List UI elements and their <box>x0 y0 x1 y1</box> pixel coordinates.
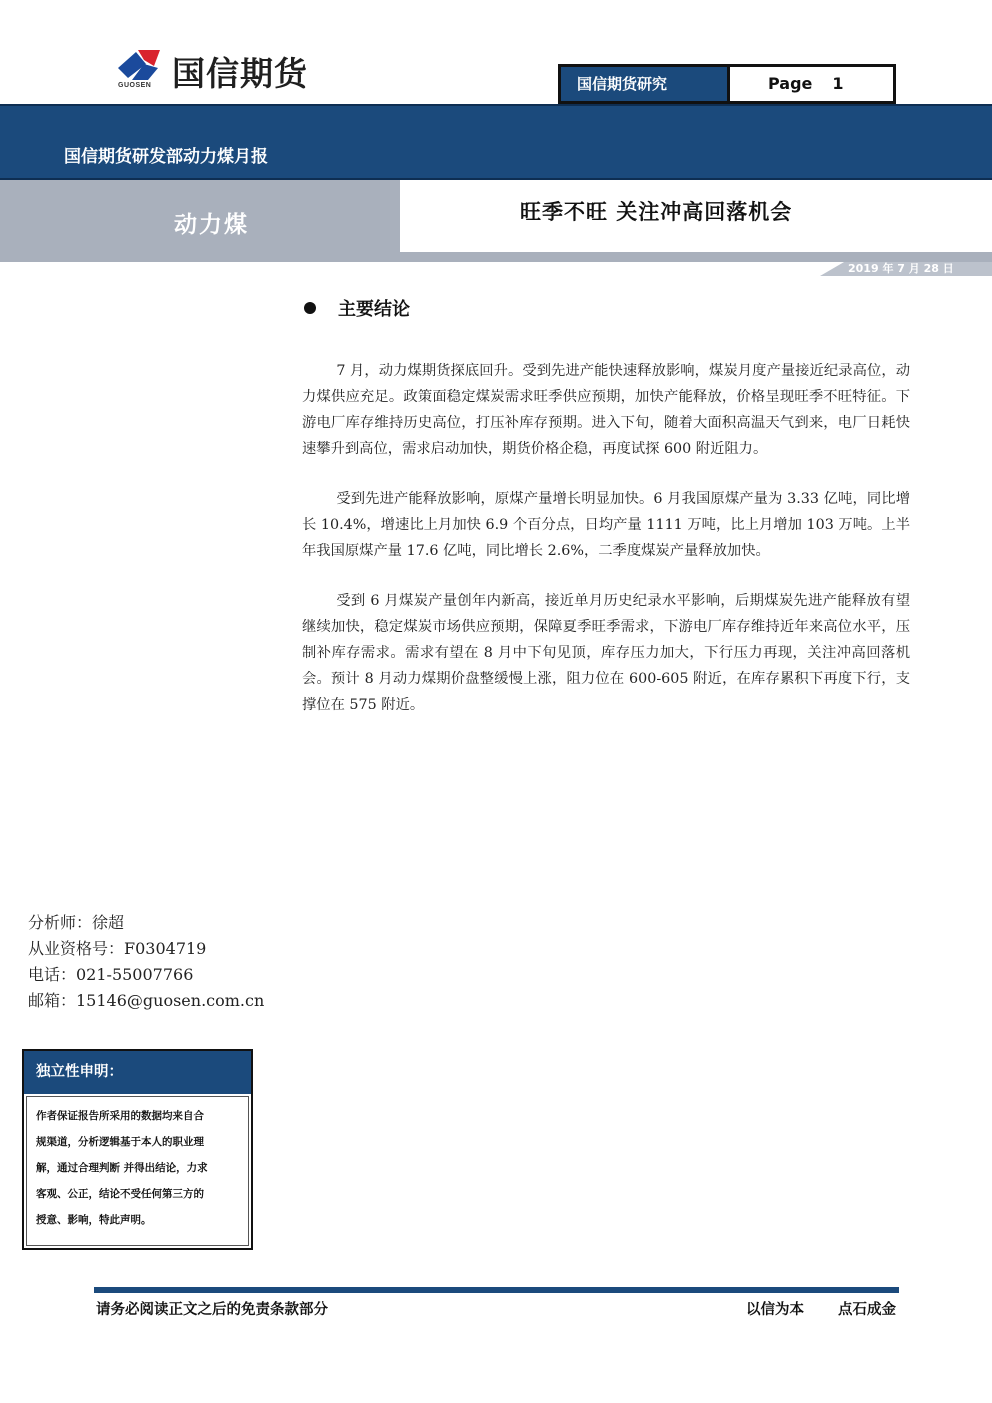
page-label: Page <box>768 74 813 93</box>
footer-slogan <box>746 1298 896 1319</box>
analyst-phone: 电话：021-55007766 <box>28 965 194 984</box>
independence-statement-box <box>22 1049 253 1250</box>
slogan-2: 点石成金 <box>838 1302 896 1318</box>
research-label: 国信期货研究 <box>561 67 727 101</box>
category-band <box>0 180 400 262</box>
page-indicator <box>730 67 893 101</box>
independence-body <box>36 1103 242 1233</box>
disclaimer-notice: 请务必阅读正文之后的免责条款部分 <box>96 1302 328 1318</box>
independence-line: 解，通过合理判断 并得出结论，力求 <box>36 1162 208 1174</box>
company-logo <box>114 46 354 94</box>
category-title: 动力煤 <box>174 212 249 238</box>
section-title: 主要结论 <box>338 299 410 320</box>
page-number: 1 <box>832 74 844 93</box>
independence-line: 作者保证报告所采用的数据均来自合 <box>36 1110 204 1122</box>
report-date: 2019 年 7 月 28 日 <box>848 262 954 275</box>
main-conclusions <box>302 358 910 742</box>
slogan-1: 以信为本 <box>746 1302 804 1318</box>
logo-name-en: GUOSEN <box>118 82 152 89</box>
analyst-license: 从业资格号：F0304719 <box>28 939 207 958</box>
logo-name-cn: 国信期货 <box>172 54 308 93</box>
report-series-band <box>0 104 992 180</box>
analyst-info <box>28 910 264 1014</box>
independence-title: 独立性申明： <box>24 1051 251 1094</box>
analyst-email: 邮箱：15146@guosen.com.cn <box>28 991 265 1010</box>
report-series-title: 国信期货研发部动力煤月报 <box>64 147 268 167</box>
paragraph: 受到 6 月煤炭产量创年内新高，接近单月历史纪录水平影响，后期煤炭先进产能释放有望继续加快，稳定煤炭市场供应预期，保障夏季旺季需求，下游电厂库存维持近年来高位水平，压制补库存需求。需求有望在 8 月中下旬见顶，库存压力加大，下行压力再现，关注冲高回落机会。预计 8 月动力煤期价盘整缓慢上涨，阻力位在 600-605 附近，在库存累积下再度下行，支撑位在 575 附近。 <box>302 593 910 713</box>
paragraph: 受到先进产能释放影响，原煤产量增长明显加快。6 月我国原煤产量为 3.33 亿吨，同比增长 10.4%，增速比上月加快 6.9 个百分点，日均产量 1111 万吨，比上月增加 103 万吨。上半年我国原煤产量 17.6 亿吨，同比增长 2.6%，二季度煤炭产量释放加快。 <box>302 491 910 559</box>
independence-line: 规渠道，分析逻辑基于本人的职业理 <box>36 1136 204 1148</box>
report-headline: 旺季不旺 关注冲高回落机会 <box>520 200 793 224</box>
footer-rule <box>94 1287 899 1293</box>
paragraph: 7 月，动力煤期货探底回升。受到先进产能快速释放影响，煤炭月度产量接近纪录高位，动力煤供应充足。政策面稳定煤炭需求旺季供应预期，加快产能释放，价格呈现旺季不旺特征。下游电厂库存维持历史高位，打压补库存预期。进入下旬，随着大面积高温天气到来，电厂日耗快速攀升到高位，需求启动加快，期货价格企稳，再度试探 600 附近阻力。 <box>302 363 910 457</box>
independence-line: 客观、公正，结论不受任何第三方的 <box>36 1188 204 1200</box>
guosen-logo-icon <box>114 46 170 82</box>
independence-line: 授意、影响，特此声明。 <box>36 1214 152 1226</box>
analyst-name: 分析师：徐超 <box>28 913 125 932</box>
title-underline-band <box>0 252 992 262</box>
bullet-icon <box>304 302 316 314</box>
header-page-box <box>558 64 896 104</box>
